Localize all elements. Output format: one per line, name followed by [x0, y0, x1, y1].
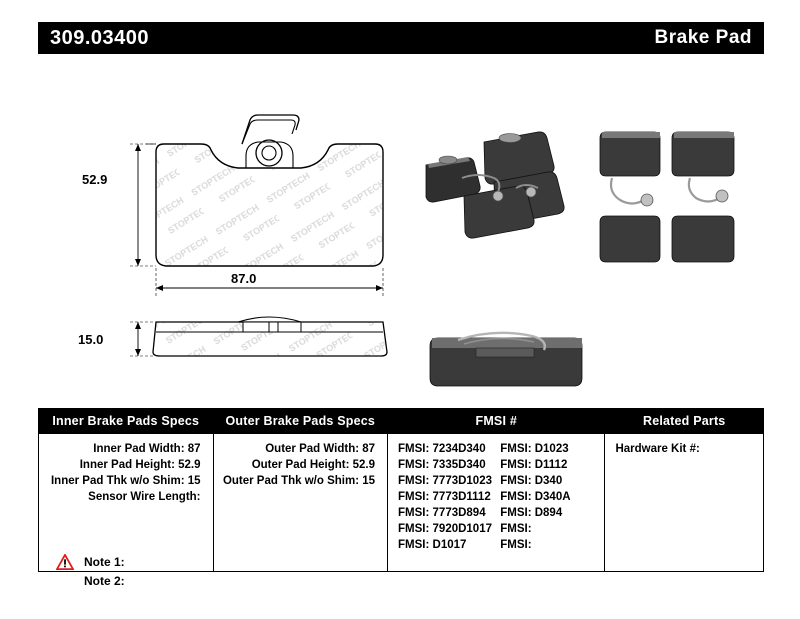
fmsi-right-column	[496, 441, 598, 553]
outer-pad-specs-header: Outer Brake Pads Specs	[214, 409, 388, 434]
dimension-height-label: 52.9	[82, 172, 108, 187]
note-1-label: Note 1:	[84, 554, 125, 569]
fmsi-row: FMSI: 7234D340	[398, 443, 486, 455]
inner-pad-specs-header: Inner Brake Pads Specs	[39, 409, 213, 434]
fmsi-row: FMSI: D894	[500, 507, 563, 519]
technical-drawing	[38, 60, 438, 395]
spec-row: Outer Pad Width: 87	[265, 443, 376, 455]
fmsi-row: FMSI: D1112	[500, 459, 568, 471]
spec-row: Inner Pad Height: 52.9	[79, 459, 201, 471]
product-photo-group	[398, 60, 758, 395]
pad-photo-cluster-left	[426, 132, 564, 238]
note-2-label: Note 2:	[84, 573, 125, 588]
fmsi-row: FMSI: D1023	[500, 443, 569, 455]
dimension-width-label: 87.0	[231, 271, 257, 286]
related-parts-header: Related Parts	[605, 409, 763, 434]
pad-photo-perspective	[430, 333, 582, 386]
spec-row: Outer Pad Thk w/o Shim: 15	[222, 475, 376, 487]
spec-row: Outer Pad Height: 52.9	[251, 459, 376, 471]
fmsi-body	[388, 434, 604, 571]
related-parts-column	[605, 409, 763, 571]
header-bar	[38, 22, 764, 54]
part-number: 309.03400	[50, 26, 150, 49]
notes-section	[50, 552, 350, 590]
fmsi-row: FMSI: 7773D1112	[398, 491, 491, 503]
fmsi-row: FMSI:	[500, 539, 532, 551]
related-parts-body	[605, 434, 763, 571]
inner-pad-specs-column	[39, 409, 214, 571]
fmsi-row: FMSI: 7920D1017	[398, 523, 492, 535]
fmsi-row: FMSI:	[500, 523, 532, 535]
spec-row: Inner Pad Thk w/o Shim: 15	[50, 475, 201, 487]
warning-icon	[56, 554, 74, 570]
note-row-1	[50, 552, 350, 571]
note-row-2	[50, 571, 350, 590]
fmsi-row: FMSI: 7773D1023	[398, 475, 492, 487]
fmsi-row: FMSI: D340A	[500, 491, 571, 503]
inner-pad-specs-body	[39, 434, 213, 571]
spec-row: Inner Pad Width: 87	[93, 443, 201, 455]
pad-photo-cluster-right	[600, 132, 734, 262]
dimension-thickness-label: 15.0	[78, 332, 104, 347]
specs-tables	[38, 408, 764, 572]
fmsi-row: FMSI: 7773D894	[398, 507, 486, 519]
fmsi-left-column	[394, 441, 496, 553]
drawing-area	[38, 60, 764, 395]
outer-pad-specs-column	[214, 409, 389, 571]
outer-pad-specs-body	[214, 434, 388, 571]
fmsi-row: FMSI: 7335D340	[398, 459, 486, 471]
related-parts-row: Hardware Kit #:	[615, 443, 700, 455]
fmsi-column	[388, 409, 605, 571]
document-type-label: Brake Pad	[654, 27, 752, 48]
fmsi-row: FMSI: D340	[500, 475, 563, 487]
fmsi-header: FMSI #	[388, 409, 604, 434]
fmsi-row: FMSI: D1017	[398, 539, 467, 551]
spec-row: Sensor Wire Length:	[88, 491, 201, 503]
